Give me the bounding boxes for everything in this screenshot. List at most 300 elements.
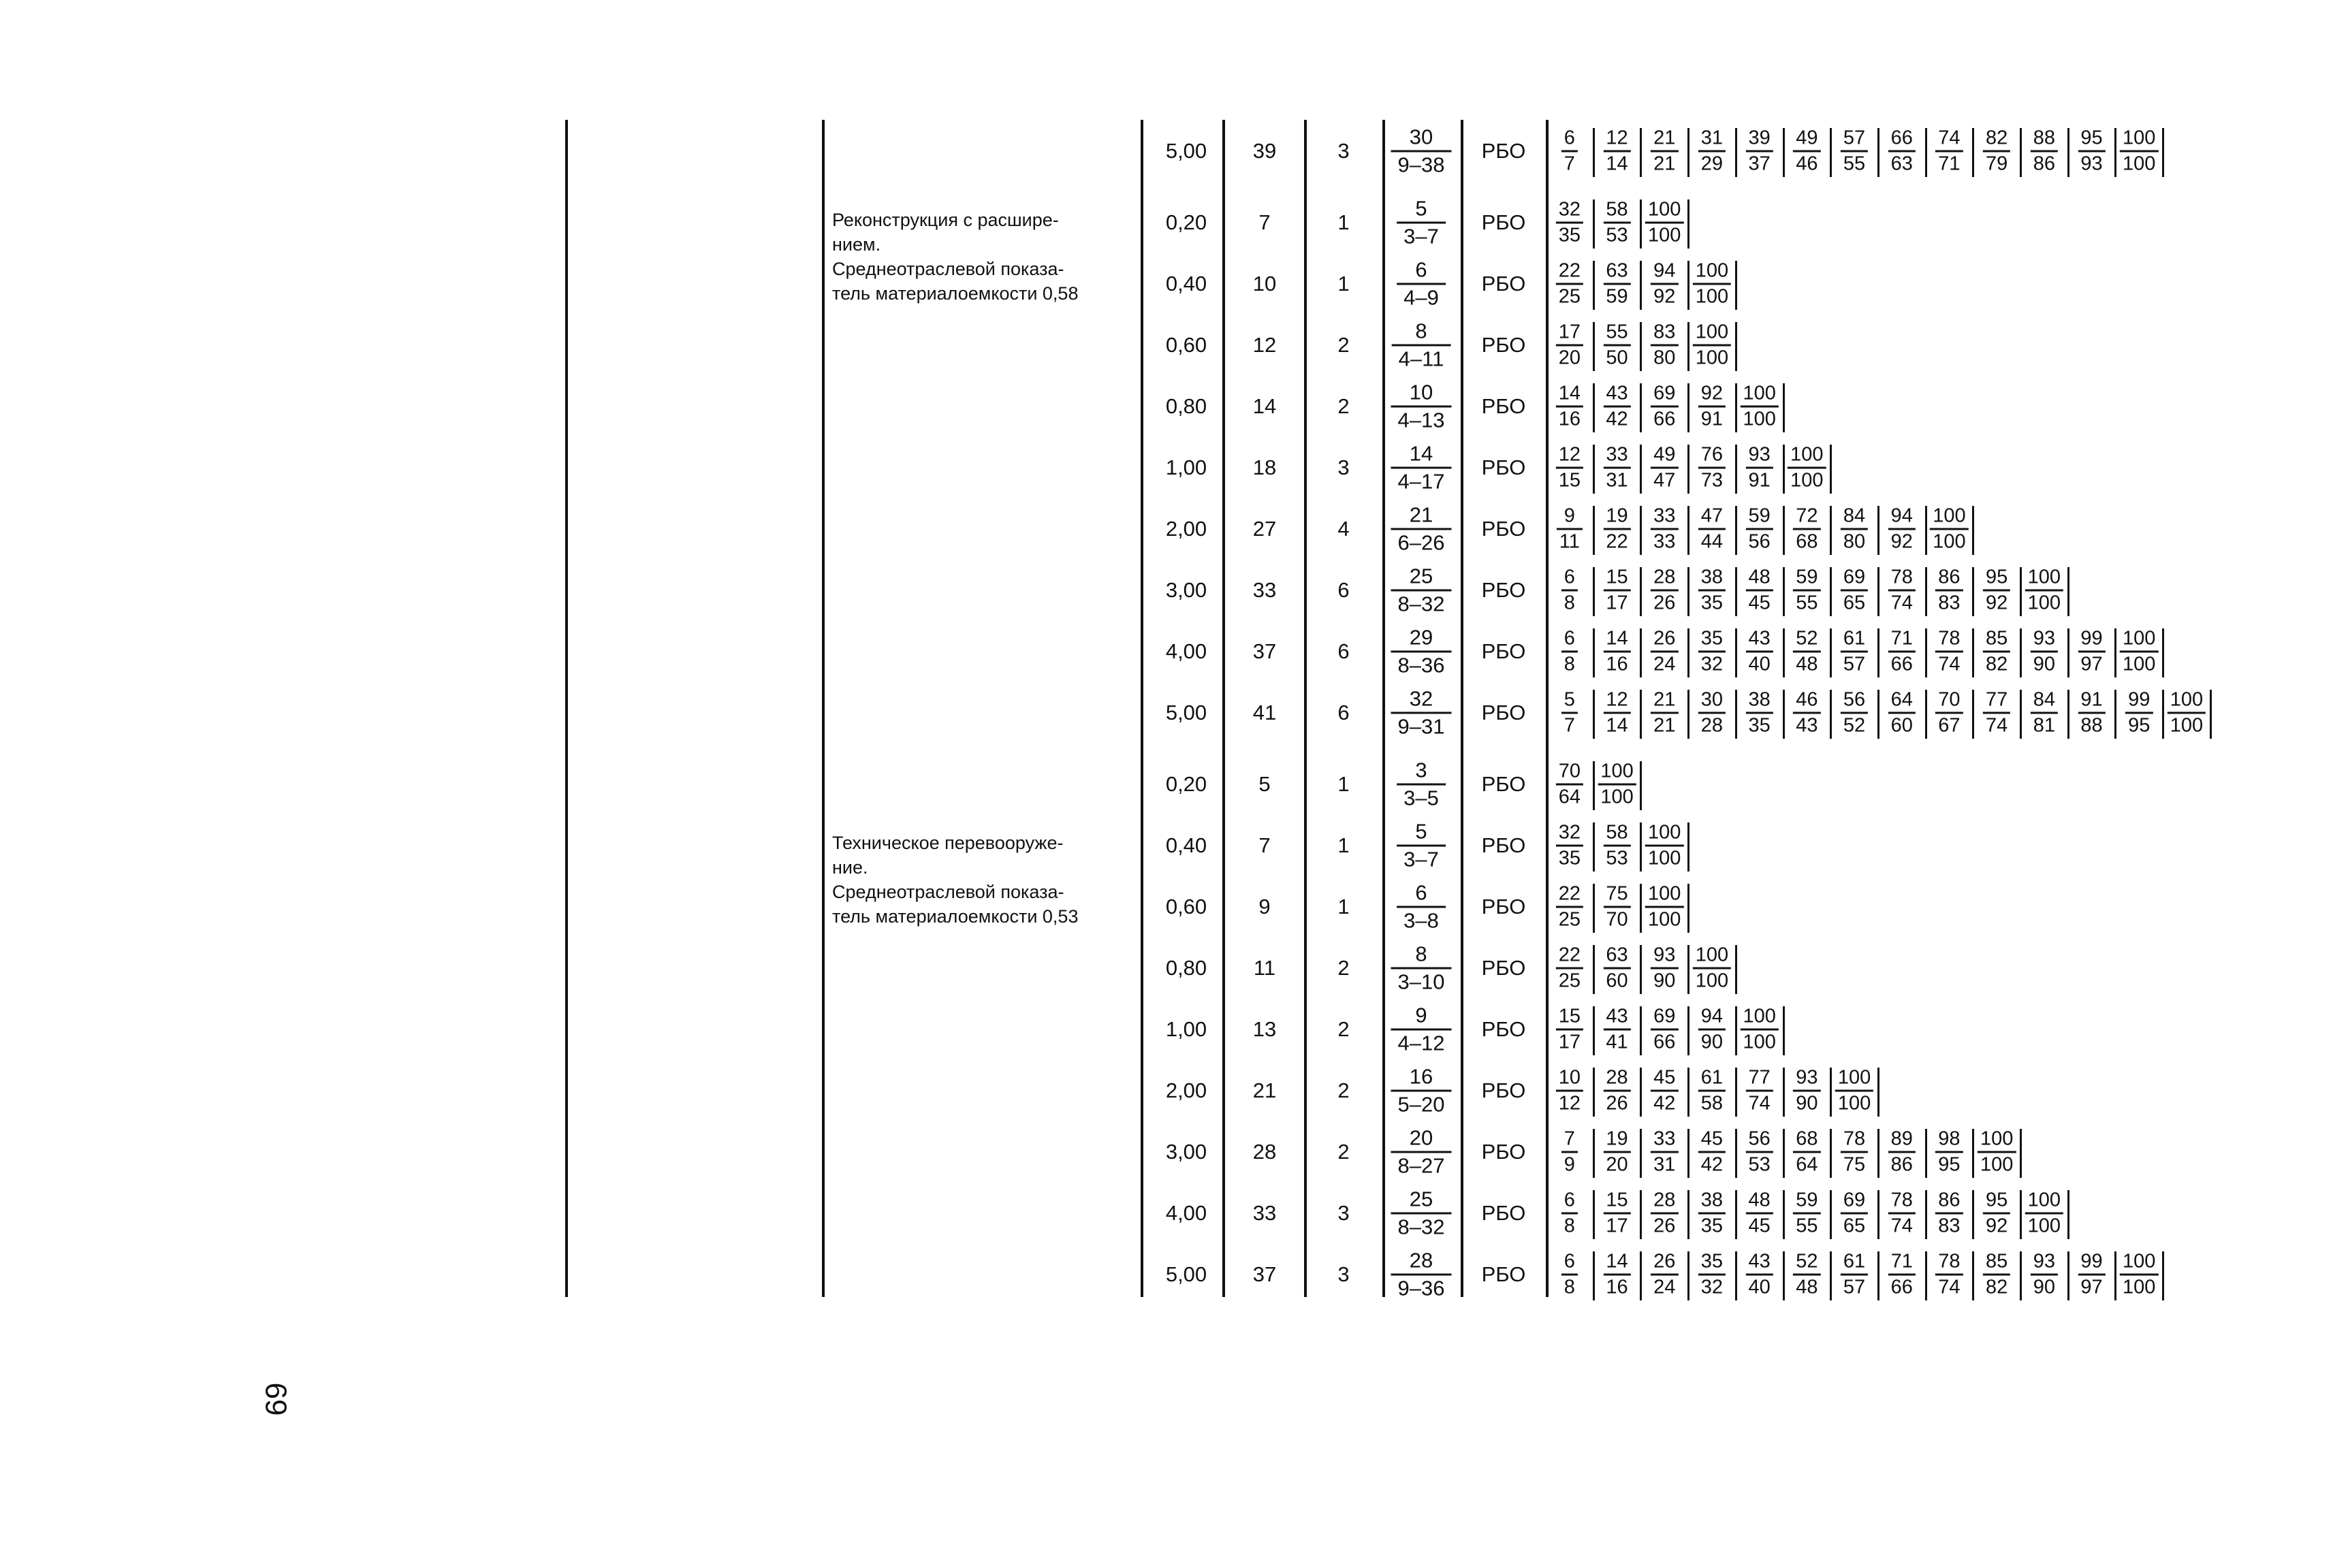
fraction-numerator: 100 — [1837, 1066, 1871, 1089]
size-cell: 0,60 — [1165, 333, 1207, 357]
fraction-denominator: 52 — [1843, 714, 1866, 737]
count-cell: 11 — [1253, 956, 1276, 980]
column-divider — [822, 120, 825, 1297]
fraction-denominator: 44 — [1700, 530, 1724, 553]
fraction-denominator: 32 — [1700, 1276, 1724, 1298]
fraction-numerator: 100 — [1695, 259, 1729, 282]
cell-separator — [1593, 261, 1595, 310]
fraction-numerator: 12 — [1606, 127, 1628, 149]
fraction-numerator: 32 — [1558, 821, 1581, 844]
method-cell: РБО — [1481, 210, 1526, 234]
count-cell: 33 — [1252, 1201, 1277, 1225]
k-cell: 1 — [1337, 895, 1350, 918]
cell-separator — [1877, 1251, 1879, 1300]
fraction-numerator: 70 — [1938, 688, 1961, 711]
fraction-numerator: 28 — [1606, 1066, 1628, 1089]
fraction-denominator: 63 — [1890, 153, 1913, 175]
range-fraction — [1391, 626, 1452, 677]
distribution-fraction — [1841, 628, 1868, 675]
cell-separator — [1593, 1251, 1595, 1300]
distribution-fraction — [2025, 1190, 2063, 1237]
distribution-fraction — [1888, 506, 1916, 553]
fraction-numerator: 9 — [1564, 505, 1575, 527]
fraction-numerator: 78 — [1890, 566, 1913, 588]
fraction-denominator: 26 — [1653, 1215, 1676, 1237]
cell-separator — [1972, 567, 1974, 616]
description-line: тель материалоемкости 0,53 — [832, 906, 1079, 927]
range-fraction — [1391, 1249, 1452, 1300]
fraction-denominator: 66 — [1653, 408, 1676, 430]
fraction-numerator: 69 — [1843, 566, 1866, 588]
cell-separator — [2067, 1190, 2069, 1239]
distribution-fraction — [1556, 383, 1583, 430]
method-cell: РБО — [1481, 455, 1526, 479]
distribution-fraction — [1561, 1129, 1578, 1176]
range-fraction — [1391, 381, 1452, 432]
fraction-denominator: 35 — [1558, 224, 1581, 246]
size-cell: 0,80 — [1165, 394, 1207, 418]
distribution-fraction — [1793, 128, 1820, 175]
size-cell: 1,00 — [1165, 1017, 1207, 1041]
distribution-fraction — [1935, 628, 1963, 675]
cell-separator — [2020, 1190, 2022, 1239]
fraction-numerator: 28 — [1653, 566, 1676, 588]
fraction-denominator: 92 — [1653, 285, 1676, 308]
column-divider — [1141, 120, 1143, 1297]
distribution-fraction — [1698, 1190, 1726, 1237]
cell-separator — [1830, 1190, 1832, 1239]
range-fraction — [1391, 943, 1452, 994]
fraction-denominator: 56 — [1748, 530, 1771, 553]
cell-separator — [1640, 445, 1642, 494]
fraction-denominator: 65 — [1843, 1215, 1866, 1237]
fraction-numerator: 35 — [1700, 1250, 1724, 1273]
fraction-numerator: 52 — [1796, 627, 1818, 650]
fraction-numerator: 69 — [1653, 382, 1676, 404]
distribution-fraction — [1603, 1129, 1630, 1176]
fraction-numerator: 100 — [1648, 821, 1681, 844]
fraction-denominator: 16 — [1606, 1276, 1628, 1298]
description-line: тель материалоемкости 0,58 — [832, 283, 1079, 304]
range-interval: 4–9 — [1403, 285, 1439, 310]
fraction-numerator: 12 — [1558, 443, 1581, 466]
distribution-fraction — [2078, 1251, 2105, 1298]
method-cell: РБО — [1481, 272, 1526, 295]
fraction-denominator: 90 — [1700, 1031, 1724, 1053]
cell-separator — [2162, 628, 2164, 677]
distribution-fraction — [1556, 884, 1583, 931]
range-value: 25 — [1409, 564, 1433, 588]
cell-separator — [1687, 128, 1689, 177]
distribution-fraction — [1698, 1129, 1726, 1176]
distribution-fraction — [1793, 1129, 1820, 1176]
distribution-fraction — [1793, 1190, 1820, 1237]
method-cell: РБО — [1481, 1078, 1526, 1102]
fraction-numerator: 49 — [1796, 127, 1818, 149]
range-interval: 4–13 — [1397, 408, 1445, 432]
distribution-fraction — [2025, 567, 2063, 614]
distribution-fraction — [1556, 1006, 1583, 1053]
cell-separator — [1735, 1068, 1737, 1117]
fraction-denominator: 55 — [1843, 153, 1866, 175]
fraction-numerator: 57 — [1843, 127, 1866, 149]
distribution-fraction — [2120, 628, 2158, 675]
cell-separator — [1735, 945, 1737, 994]
fraction-numerator: 71 — [1890, 1250, 1913, 1273]
cell-separator — [1972, 628, 1974, 677]
distribution-fraction — [1740, 383, 1778, 430]
distribution-fraction — [1556, 1068, 1583, 1115]
cell-separator — [1783, 1068, 1785, 1117]
fraction-numerator: 52 — [1796, 1250, 1818, 1273]
cell-separator — [1593, 1068, 1595, 1117]
fraction-denominator: 74 — [1890, 592, 1913, 614]
range-value: 21 — [1409, 502, 1433, 527]
cell-separator — [1593, 128, 1595, 177]
range-interval: 3–5 — [1403, 786, 1439, 810]
cell-separator — [1687, 945, 1689, 994]
range-interval: 3–7 — [1403, 224, 1439, 249]
cell-separator — [2067, 690, 2069, 739]
k-cell: 1 — [1337, 210, 1350, 234]
fraction-denominator: 97 — [2080, 1276, 2103, 1298]
fraction-numerator: 59 — [1796, 566, 1818, 588]
fraction-denominator: 17 — [1558, 1031, 1581, 1053]
fraction-denominator: 21 — [1653, 153, 1676, 175]
distribution-fraction — [1556, 261, 1583, 308]
cell-separator — [1687, 199, 1689, 249]
distribution-fraction — [1651, 128, 1678, 175]
distribution-fraction — [1746, 1068, 1773, 1115]
size-cell: 5,00 — [1165, 701, 1207, 724]
cell-separator — [1593, 567, 1595, 616]
distribution-fraction — [1603, 884, 1630, 931]
cell-separator — [1877, 567, 1879, 616]
size-cell: 3,00 — [1165, 578, 1207, 602]
range-interval: 3–7 — [1403, 847, 1439, 871]
distribution-fraction — [1651, 628, 1678, 675]
cell-separator — [1735, 1251, 1737, 1300]
fraction-denominator: 92 — [1890, 530, 1913, 553]
distribution-fraction — [1698, 1251, 1726, 1298]
fraction-denominator: 55 — [1796, 1215, 1818, 1237]
distribution-fraction — [1888, 690, 1916, 737]
fraction-denominator: 26 — [1653, 592, 1676, 614]
fraction-numerator: 14 — [1558, 382, 1581, 404]
fraction-numerator: 64 — [1890, 688, 1913, 711]
fraction-denominator: 91 — [1700, 408, 1724, 430]
description-line: Техническое перевооруже- — [832, 833, 1064, 853]
k-cell: 2 — [1337, 956, 1350, 980]
distribution-fraction — [1603, 199, 1630, 246]
fraction-numerator: 95 — [1986, 1189, 2008, 1211]
fraction-numerator: 6 — [1564, 1250, 1575, 1273]
distribution-fraction — [2031, 1251, 2058, 1298]
distribution-fraction — [1888, 1251, 1916, 1298]
fraction-numerator: 14 — [1606, 1250, 1628, 1273]
fraction-denominator: 73 — [1700, 469, 1724, 492]
fraction-numerator: 38 — [1700, 566, 1724, 588]
fraction-numerator: 99 — [2128, 688, 2151, 711]
range-value: 8 — [1415, 319, 1427, 343]
fraction-numerator: 56 — [1843, 688, 1866, 711]
fraction-denominator: 37 — [1748, 153, 1771, 175]
fraction-numerator: 22 — [1558, 944, 1581, 966]
fraction-denominator: 83 — [1938, 1215, 1961, 1237]
cell-separator — [1640, 1068, 1642, 1117]
cell-separator — [1687, 1190, 1689, 1239]
fraction-numerator: 55 — [1606, 321, 1628, 343]
distribution-fraction — [1746, 1129, 1773, 1176]
fraction-denominator: 48 — [1796, 653, 1818, 675]
distribution-fraction — [1835, 1068, 1873, 1115]
column-divider — [1382, 120, 1385, 1297]
k-cell: 6 — [1337, 701, 1350, 724]
cell-separator — [1687, 445, 1689, 494]
cell-separator — [1735, 506, 1737, 555]
fraction-denominator: 82 — [1986, 653, 2008, 675]
fraction-denominator: 35 — [1748, 714, 1771, 737]
fraction-numerator: 33 — [1653, 1127, 1676, 1150]
cell-separator — [1593, 945, 1595, 994]
distribution-fraction — [1603, 1006, 1630, 1053]
distribution-fraction — [2120, 1251, 2158, 1298]
range-interval: 5–20 — [1397, 1092, 1445, 1117]
cell-separator — [1925, 1251, 1927, 1300]
cell-separator — [1877, 1068, 1879, 1117]
cell-separator — [1877, 1129, 1879, 1178]
fraction-numerator: 48 — [1748, 566, 1771, 588]
method-cell: РБО — [1481, 701, 1526, 724]
cell-separator — [1687, 506, 1689, 555]
fraction-numerator: 100 — [2027, 566, 2061, 588]
fraction-numerator: 77 — [1986, 688, 2008, 711]
cell-separator — [1640, 1129, 1642, 1178]
size-cell: 0,20 — [1165, 210, 1207, 234]
distribution-fraction — [1598, 761, 1636, 808]
distribution-fraction — [2078, 128, 2105, 175]
fraction-denominator: 100 — [1980, 1153, 2014, 1176]
fraction-numerator: 78 — [1938, 1250, 1961, 1273]
distribution-fraction — [1693, 945, 1731, 992]
fraction-denominator: 17 — [1606, 1215, 1628, 1237]
description-line: Среднеотраслевой показа- — [832, 882, 1064, 902]
k-cell: 2 — [1337, 1140, 1350, 1164]
cell-separator — [1593, 199, 1595, 249]
fraction-numerator: 100 — [1695, 321, 1729, 343]
fraction-denominator: 9 — [1564, 1153, 1575, 1176]
fraction-denominator: 88 — [2080, 714, 2103, 737]
fraction-denominator: 74 — [1890, 1215, 1913, 1237]
column-divider — [1546, 120, 1549, 1297]
distribution-fraction — [1603, 567, 1630, 614]
description-line: Реконструкция с расшире- — [832, 210, 1059, 230]
fraction-denominator: 66 — [1890, 1276, 1913, 1298]
fraction-numerator: 88 — [2033, 127, 2055, 149]
fraction-denominator: 100 — [2027, 1215, 2061, 1237]
distribution-fraction — [1651, 506, 1678, 553]
method-cell: РБО — [1481, 578, 1526, 602]
count-cell: 18 — [1252, 455, 1277, 479]
k-cell: 2 — [1337, 1078, 1350, 1102]
fraction-numerator: 33 — [1606, 443, 1628, 466]
distribution-fraction — [1603, 506, 1630, 553]
range-fraction — [1391, 688, 1452, 739]
range-interval: 9–36 — [1397, 1276, 1445, 1300]
distribution-fraction — [1561, 628, 1578, 675]
k-cell: 3 — [1337, 1262, 1350, 1286]
distribution-fraction — [2031, 628, 2058, 675]
fraction-denominator: 45 — [1748, 1215, 1771, 1237]
fraction-denominator: 12 — [1558, 1092, 1581, 1115]
fraction-denominator: 32 — [1700, 653, 1724, 675]
fraction-denominator: 100 — [1648, 224, 1681, 246]
fraction-denominator: 100 — [1743, 408, 1776, 430]
fraction-numerator: 6 — [1564, 566, 1575, 588]
cell-separator — [1972, 1251, 1974, 1300]
fraction-numerator: 75 — [1606, 882, 1628, 905]
cell-separator — [1687, 1068, 1689, 1117]
fraction-numerator: 100 — [1600, 760, 1634, 782]
cell-separator — [1972, 1190, 1974, 1239]
range-fraction — [1397, 882, 1446, 933]
cell-separator — [1735, 1006, 1737, 1055]
fraction-denominator: 35 — [1700, 1215, 1724, 1237]
cell-separator — [1830, 128, 1832, 177]
fraction-denominator: 74 — [1938, 653, 1961, 675]
cell-separator — [1783, 567, 1785, 616]
distribution-fraction — [1793, 1068, 1820, 1115]
distribution-fraction — [1746, 445, 1773, 492]
distribution-fraction — [1651, 567, 1678, 614]
cell-separator — [1640, 1190, 1642, 1239]
cell-separator — [1972, 1129, 1974, 1178]
cell-separator — [1830, 690, 1832, 739]
fraction-numerator: 59 — [1748, 505, 1771, 527]
fraction-numerator: 46 — [1796, 688, 1818, 711]
fraction-denominator: 21 — [1653, 714, 1676, 737]
fraction-numerator: 63 — [1606, 944, 1628, 966]
fraction-numerator: 48 — [1748, 1189, 1771, 1211]
distribution-fraction — [1556, 445, 1583, 492]
fraction-numerator: 17 — [1558, 321, 1581, 343]
k-cell: 2 — [1337, 394, 1350, 418]
fraction-denominator: 80 — [1653, 347, 1676, 369]
size-cell: 0,40 — [1165, 272, 1207, 295]
fraction-numerator: 94 — [1890, 505, 1913, 527]
range-fraction — [1397, 197, 1446, 249]
cell-separator — [1830, 445, 1832, 494]
fraction-numerator: 21 — [1653, 688, 1676, 711]
range-value: 3 — [1415, 758, 1427, 782]
fraction-denominator: 47 — [1653, 469, 1676, 492]
cell-separator — [1735, 567, 1737, 616]
fraction-denominator: 15 — [1558, 469, 1581, 492]
cell-separator — [1783, 1006, 1785, 1055]
cell-separator — [1593, 506, 1595, 555]
distribution-fraction — [1935, 128, 1963, 175]
range-value: 30 — [1409, 125, 1433, 149]
cell-separator — [2020, 628, 2022, 677]
range-fraction — [1391, 1066, 1452, 1117]
cell-separator — [1735, 1129, 1737, 1178]
method-cell: РБО — [1481, 639, 1526, 663]
distribution-fraction — [1561, 1190, 1578, 1237]
distribution-fraction — [1651, 1006, 1678, 1053]
fraction-numerator: 99 — [2080, 627, 2103, 650]
distribution-fraction — [1603, 822, 1630, 869]
fraction-denominator: 86 — [2033, 153, 2055, 175]
cell-separator — [1593, 822, 1595, 871]
range-value: 10 — [1409, 380, 1433, 404]
fraction-numerator: 43 — [1748, 627, 1771, 650]
fraction-numerator: 78 — [1938, 627, 1961, 650]
distribution-fraction — [1983, 628, 2010, 675]
fraction-numerator: 61 — [1700, 1066, 1724, 1089]
distribution-fraction — [1935, 690, 1963, 737]
distribution-fraction — [1698, 1006, 1726, 1053]
k-cell: 2 — [1337, 1017, 1350, 1041]
method-cell: РБО — [1481, 517, 1526, 541]
fraction-denominator: 25 — [1558, 970, 1581, 992]
range-value: 25 — [1409, 1187, 1433, 1211]
description-line: ние. — [832, 857, 868, 878]
cell-separator — [2020, 1129, 2022, 1178]
count-cell: 28 — [1252, 1140, 1277, 1164]
fraction-numerator: 95 — [2080, 127, 2103, 149]
fraction-numerator: 72 — [1796, 505, 1818, 527]
cell-separator — [1640, 945, 1642, 994]
range-interval: 3–8 — [1403, 908, 1439, 933]
range-fraction — [1391, 126, 1452, 177]
fraction-numerator: 76 — [1700, 443, 1724, 466]
count-cell: 37 — [1252, 1262, 1277, 1286]
fraction-denominator: 74 — [1986, 714, 2008, 737]
distribution-fraction — [2120, 128, 2158, 175]
fraction-numerator: 43 — [1748, 1250, 1771, 1273]
cell-separator — [2114, 628, 2116, 677]
fraction-denominator: 100 — [2123, 1276, 2156, 1298]
distribution-fraction — [1698, 690, 1726, 737]
fraction-numerator: 45 — [1700, 1127, 1724, 1150]
method-cell: РБО — [1481, 772, 1526, 796]
fraction-numerator: 15 — [1558, 1005, 1581, 1027]
distribution-fraction — [1841, 128, 1868, 175]
distribution-fraction — [1603, 1251, 1630, 1298]
distribution-fraction — [1888, 1190, 1916, 1237]
distribution-fraction — [1983, 1251, 2010, 1298]
cell-separator — [1687, 1129, 1689, 1178]
fraction-numerator: 100 — [1790, 443, 1824, 466]
distribution-fraction — [2031, 690, 2058, 737]
fraction-numerator: 82 — [1986, 127, 2008, 149]
fraction-denominator: 60 — [1606, 970, 1628, 992]
cell-separator — [1830, 567, 1832, 616]
fraction-denominator: 74 — [1748, 1092, 1771, 1115]
fraction-numerator: 83 — [1653, 321, 1676, 343]
distribution-fraction — [1603, 322, 1630, 369]
distribution-fraction — [1651, 383, 1678, 430]
cell-separator — [1925, 567, 1927, 616]
fraction-denominator: 58 — [1700, 1092, 1724, 1115]
cell-separator — [1735, 1190, 1737, 1239]
distribution-fraction — [1935, 567, 1963, 614]
cell-separator — [1640, 1251, 1642, 1300]
fraction-numerator: 33 — [1653, 505, 1676, 527]
fraction-numerator: 100 — [1648, 882, 1681, 905]
method-cell: РБО — [1481, 895, 1526, 918]
cell-separator — [2020, 128, 2022, 177]
